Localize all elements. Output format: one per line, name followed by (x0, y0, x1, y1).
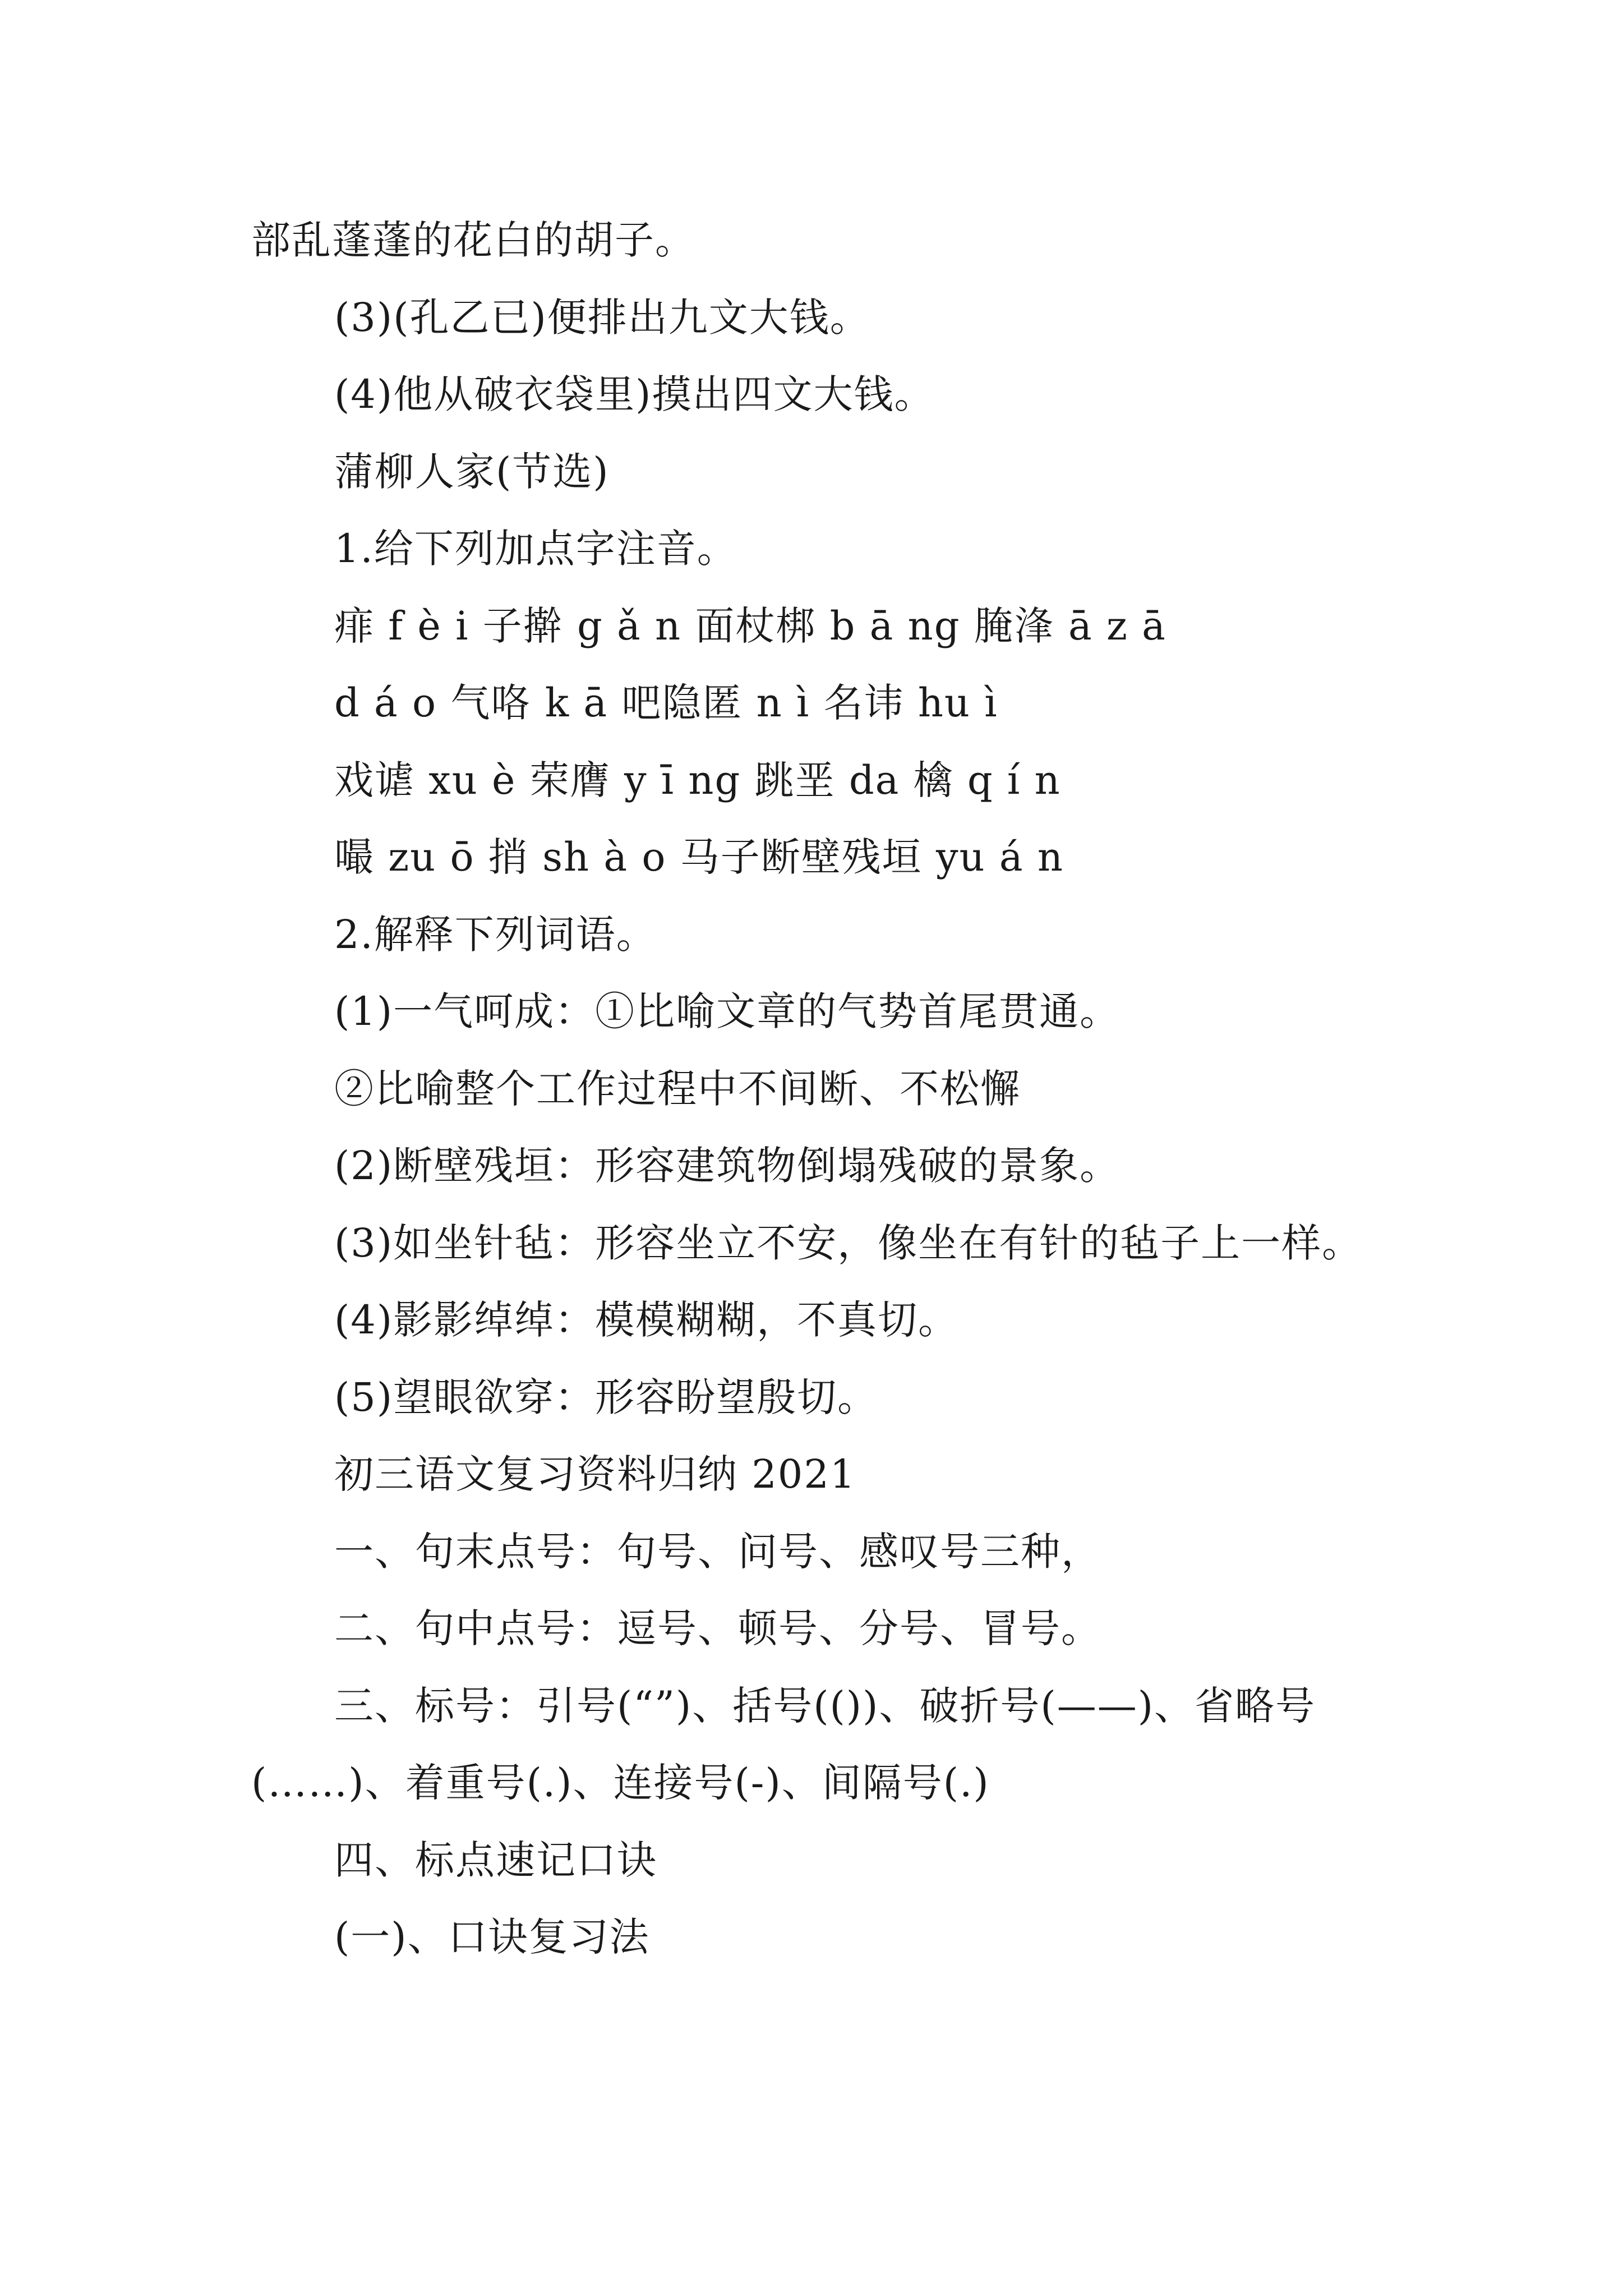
paragraph: 四、标点速记口诀 (334, 1837, 657, 1883)
paragraph: (4)他从破衣袋里)摸出四文大钱。 (334, 371, 935, 417)
paragraph: 嘬 zu ō 捎 sh à o 马子断壁残垣 yu á n (334, 834, 1064, 880)
paragraph: 二、句中点号：逗号、顿号、分号、冒号。 (334, 1605, 1101, 1651)
paragraph: d á o 气咯 k ā 吧隐匿 n ì 名讳 hu ì (334, 680, 998, 726)
paragraph: (2)断壁残垣：形容建筑物倒塌残破的景象。 (334, 1143, 1121, 1189)
paragraph: (4)影影绰绰：模模糊糊，不真切。 (334, 1297, 959, 1343)
paragraph: 1.给下列加点字注音。 (334, 526, 737, 572)
paragraph: 戏谑 xu è 荣膺 y ī ng 跳垩 da 檎 q í n (334, 757, 1061, 803)
paragraph: (3)如坐针毡：形容坐立不安，像坐在有针的毡子上一样。 (334, 1220, 1363, 1266)
paragraph: 三、标号：引号(“”)、括号(())、破折号(——)、省略号(……)、着重号(.)、连接号(-)、间隔号(.) (251, 1682, 1316, 1806)
paragraph: (3)(孔乙已)便排出九文大钱。 (334, 294, 870, 341)
paragraph: ②比喻整个工作过程中不间断、不松懈 (334, 1065, 1021, 1112)
paragraph: (一)、口诀复习法 (334, 1914, 650, 1960)
paragraph: (1)一气呵成：①比喻文章的气势首尾贯通。 (334, 988, 1121, 1034)
paragraph: 部乱蓬蓬的花白的胡子。 (251, 217, 695, 263)
paragraph: (5)望眼欲穿：形容盼望殷切。 (334, 1374, 878, 1420)
document-body (251, 202, 1384, 1976)
paragraph: 痱 f è i 子擀 g ǎ n 面杖梆 b ā ng 腌浲 ā z ā (334, 602, 1166, 649)
section-heading: 初三语文复习资料归纳 2021 (334, 1451, 856, 1497)
paragraph: 2.解释下列词语。 (334, 911, 657, 958)
section-heading: 蒲柳人家(节选) (334, 448, 610, 495)
paragraph: 一、句末点号：句号、问号、感叹号三种， (334, 1528, 1101, 1575)
